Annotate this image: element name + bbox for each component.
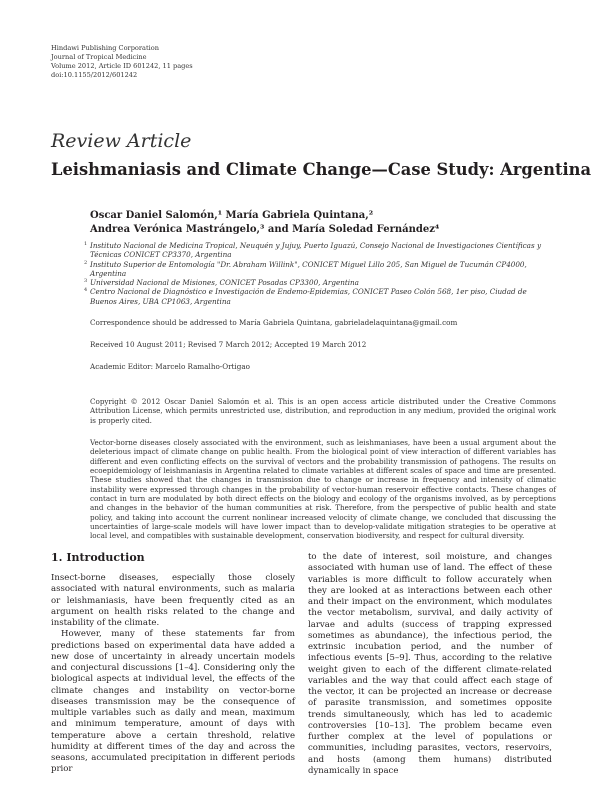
affiliation-4: 4 Centro Nacional de Diagnóstico e Investigación de Endemo-Epidemias, CONICET Paseo Colón 568, 1er piso, Ciudad de Buenos Aires, UBA CP1063, Argentina bbox=[84, 287, 527, 306]
intro-paragraph-1: Insect-borne diseases, especially those closely associated with natural environments, such as malaria or leishmaniasis, have been frequently cited as an argument on health risks related to the change and instability of the climate. bbox=[51, 573, 295, 628]
authors-line-2: Andrea Verónica Mastrángelo,³ and María Soledad Fernández⁴ bbox=[90, 223, 440, 235]
publisher: Hindawi Publishing Corporation bbox=[51, 44, 159, 52]
volume-info: Volume 2012, Article ID 601242, 11 pages bbox=[51, 62, 193, 71]
author-list bbox=[90, 209, 439, 236]
academic-editor: Academic Editor: Marcelo Ramalho-Ortigao bbox=[90, 362, 250, 371]
affiliations bbox=[84, 241, 554, 306]
paper-title: Leishmaniasis and Climate Change—Case Study: Argentina bbox=[51, 160, 592, 179]
abstract: Vector-borne diseases closely associated with the environment, such as leishmaniases, have been a usual argument about the deleterious impact of climate change on public health. From the biological point of view interaction of different variables has different and even conflicting effects on the survival of vectors and the probability transmission of pathogens. The results on ecoepidemiology of leishmaniasis in Argentina related to climate variables at different scales of space and time are presented. These studies showed that the changes in transmission due to change or increase in frequency and intensity of climatic instability were expressed through changes in the probability of vector-human reservoir effective contacts. These changes of contact in turn are modulated by both direct effects on the biology and ecology of the organisms involved, as by perceptions and changes in the behavior of the human communities at risk. Therefore, from the perspective of public health and state policy, and taking into account the current nonlinear increased velocity of climate change, we concluded that discussing the uncertainties of large-scale models will have lower impact than to develop-validate mitigation strategies to be operative at local level, and compatibles with sustainable development, conservation biodiversity, and respect for cultural diversity. bbox=[90, 438, 556, 541]
intro-paragraph-2: However, many of these statements far from predictions based on experimental data have added a new dose of uncertainty in already uncertain models and conjectural discussions [1–4]. Considering only the biological aspects at individual level, the effects of the climate changes and instability on vector-borne diseases transmission may be the consequence of multiple variables such as daily and mean, maximum and minimum temperature, amount of days with temperature above a certain threshold, relative humidity at different times of the day and across the seasons, accumulated precipitation in different periods prior bbox=[51, 629, 295, 775]
journal-header bbox=[51, 44, 193, 80]
section-heading: 1. Introduction bbox=[51, 551, 145, 564]
received-dates: Received 10 August 2011; Revised 7 March 2012; Accepted 19 March 2012 bbox=[90, 340, 367, 349]
intro-paragraph-continued: to the date of interest, soil moisture, and changes associated with human use of land. The effect of these variables is more difficult to follow accurately when they are looked at as interactions between each other and their impact on the environment, which modulates the vector metabolism, survival, and daily activity of larvae and adults (success of trapping expressed sometimes as abundance), the infectious period, the extrinsic incubation period, and the number of infectious events [5–9]. Thus, according to the relative weight given to each of the different climate-related variables and the way that could affect each stage of the vector, it can be projected an increase or decrease of parasite transmission, and sometimes opposite trends simultaneously, which has led to academic controversies [10–13]. The problem became even further complex at the level of populations or communities, including parasites, vectors, reservoirs, and hosts (among them humans) distributed dynamically in space bbox=[308, 552, 552, 776]
authors-line-1: Oscar Daniel Salomón,¹ María Gabriela Quintana,² bbox=[90, 210, 374, 221]
doi: doi:10.1155/2012/601242 bbox=[51, 71, 138, 80]
correspondence: Correspondence should be addressed to María Gabriela Quintana, gabrieladelaquintana@gmail.com bbox=[90, 318, 458, 327]
right-column bbox=[308, 552, 552, 777]
left-column bbox=[51, 573, 295, 776]
journal-name: Journal of Tropical Medicine bbox=[51, 53, 147, 62]
affiliation-1: 1 Instituto Nacional de Medicina Tropical, Neuquén y Jujuy, Puerto Iguazú, Consejo Nacional de Investigaciones Científicas y Técnicas CONICET CP3370, Argentina bbox=[84, 241, 542, 260]
affiliation-3: 3 Universidad Nacional de Misiones, CONICET Posadas CP3300, Argentina bbox=[84, 278, 359, 288]
copyright-notice: Copyright © 2012 Oscar Daniel Salomón et al. This is an open access article distributed under the Creative Commons Attribution License, which permits unrestricted use, distribution, and reproduction in any medium, provided the original work is properly cited. bbox=[90, 397, 556, 425]
affiliation-2: 2 Instituto Superior de Entomología "Dr. Abraham Willink", CONICET Miguel Lillo 205, San Miguel de Tucumán CP4000, Argentina bbox=[84, 259, 527, 278]
article-type: Review Article bbox=[51, 130, 192, 152]
